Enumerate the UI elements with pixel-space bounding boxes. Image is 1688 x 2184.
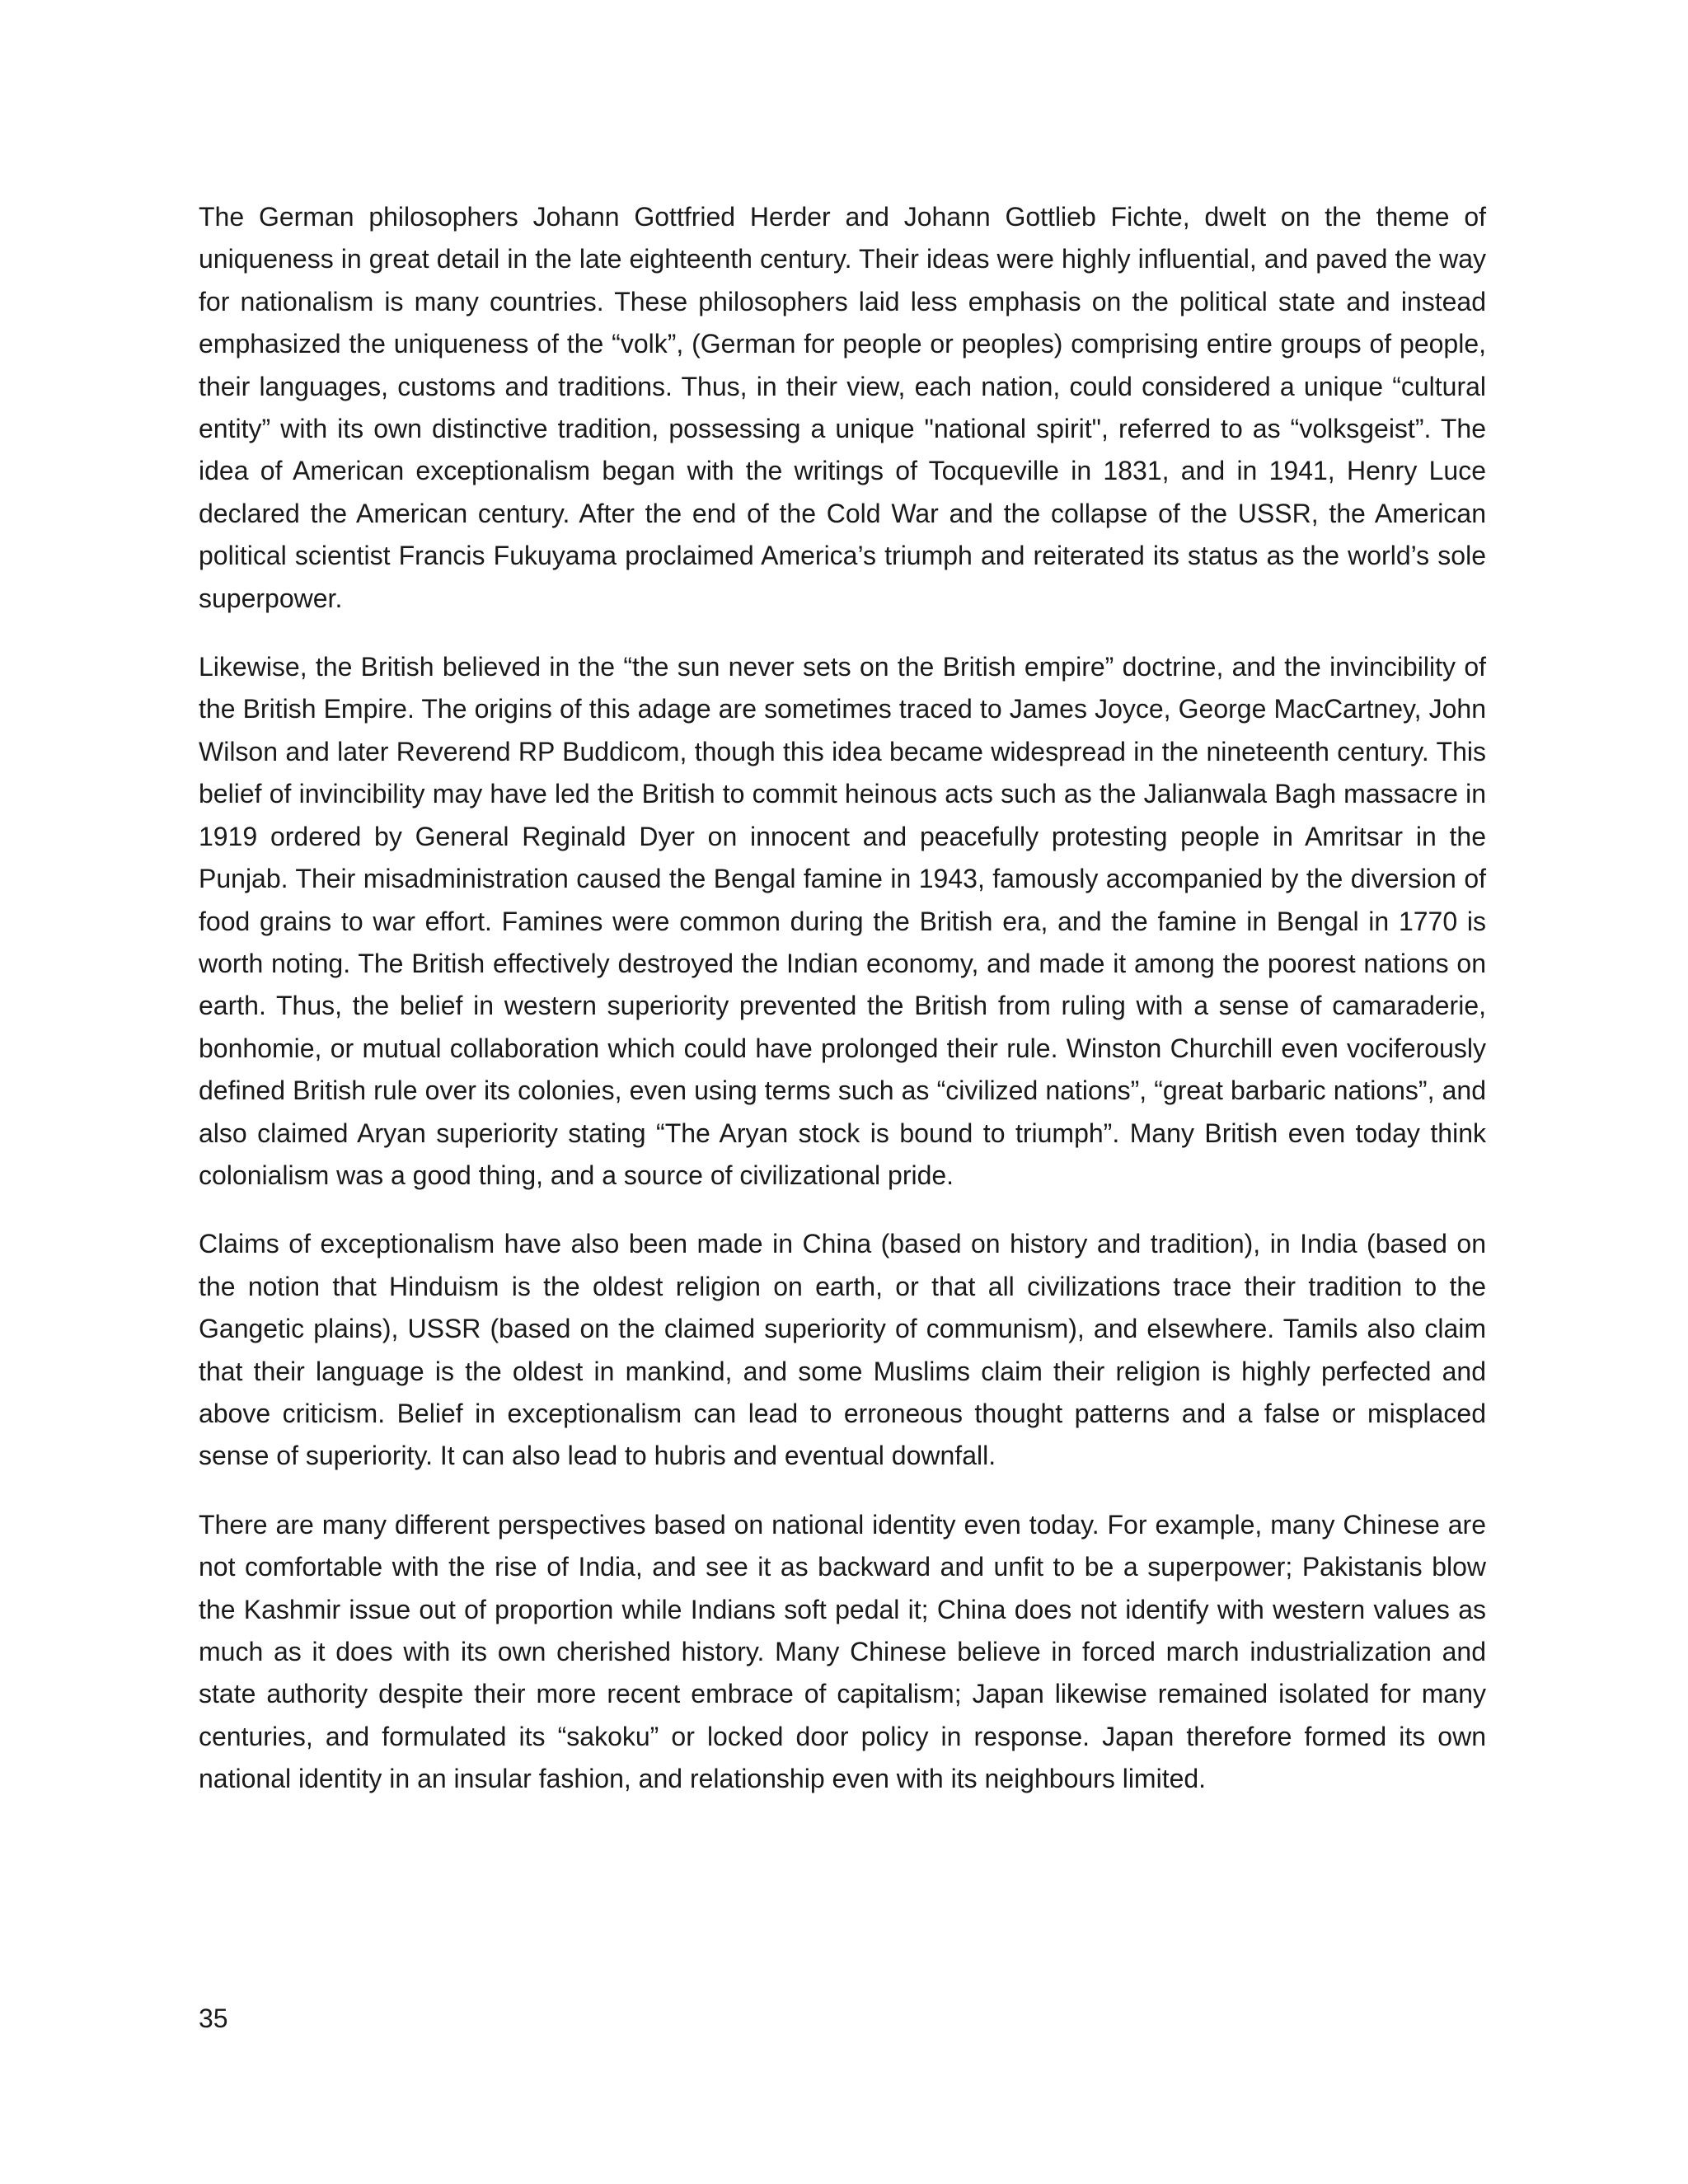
paragraph-claims-of-exceptionalism: Claims of exceptionalism have also been made in China (based on history and tradition), in India (based on the notion that Hinduism is the oldest religion on earth, or that all civilizations trace their tradition to the Gangetic plains), USSR (based on the claimed superiority of communism), and elsewhere. Tamils also claim that their language is the oldest in mankind, and some Muslims claim their religion is highly perfected and above criticism. Belief in exceptionalism can lead to erroneous thought patterns and a false or misplaced sense of superiority. It can also lead to hubris and eventual downfall. (199, 1229, 1486, 1471)
page-number: 35 (199, 2004, 228, 2033)
paragraph-german-philosophers: The German philosophers Johann Gottfried Herder and Johann Gottlieb Fichte, dwelt on the theme of uniqueness in great detail in the late eighteenth century. Their ideas were highly influential, and paved the way for nationalism is many countries. These philosophers laid less emphasis on the political state and instead emphasized the uniqueness of the “volk”, (German for people or peoples) comprising entire groups of people, their languages, customs and traditions. Thus, in their view, each nation, could considered a unique “cultural entity” with its own distinctive tradition, possessing a unique "national spirit", referred to as “volksgeist”. The idea of American exceptionalism began with the writings of Tocqueville in 1831, and in 1941, Henry Luce declared the American century. After the end of the Cold War and the collapse of the USSR, the American political scientist Francis Fukuyama proclaimed America’s triumph and reiterated its status as the world’s sole superpower. (199, 202, 1486, 613)
body-text (199, 196, 1486, 1827)
paragraph-british-empire: Likewise, the British believed in the “the sun never sets on the British empire” doctrine, and the invincibility of the British Empire. The origins of this adage are sometimes traced to James Joyce, George MacCartney, John Wilson and later Reverend RP Buddicom, though this idea became widespread in the nineteenth century. This belief of invincibility may have led the British to commit heinous acts such as the Jalianwala Bagh massacre in 1919 ordered by General Reginald Dyer on innocent and peacefully protesting people in Amritsar in the Punjab. Their misadministration caused the Bengal famine in 1943, famously accompanied by the diversion of food grains to war effort. Famines were common during the British era, and the famine in Bengal in 1770 is worth noting. The British effectively destroyed the Indian economy, and made it among the poorest nations on earth. Thus, the belief in western superiority prevented the British from ruling with a sense of camaraderie, bonhomie, or mutual collaboration which could have prolonged their rule. Winston Churchill even vociferously defined British rule over its colonies, even using terms such as “civilized nations”, “great barbaric nations”, and also claimed Aryan superiority stating “The Aryan stock is bound to triumph”. Many British even today think colonialism was a good thing, and a source of civilizational pride. (199, 652, 1486, 1190)
paragraph-national-identity: There are many different perspectives based on national identity even today. For example, many Chinese are not comfortable with the rise of India, and see it as backward and unfit to be a superpower; Pakistanis blow the Kashmir issue out of proportion while Indians soft pedal it; China does not identify with western values as much as it does with its own cherished history. Many Chinese believe in forced march industrialization and state authority despite their more recent embrace of capitalism; Japan likewise remained isolated for many centuries, and formulated its “sakoku” or locked door policy in response. Japan therefore formed its own national identity in an insular fashion, and relationship even with its neighbours limited. (199, 1509, 1486, 1794)
